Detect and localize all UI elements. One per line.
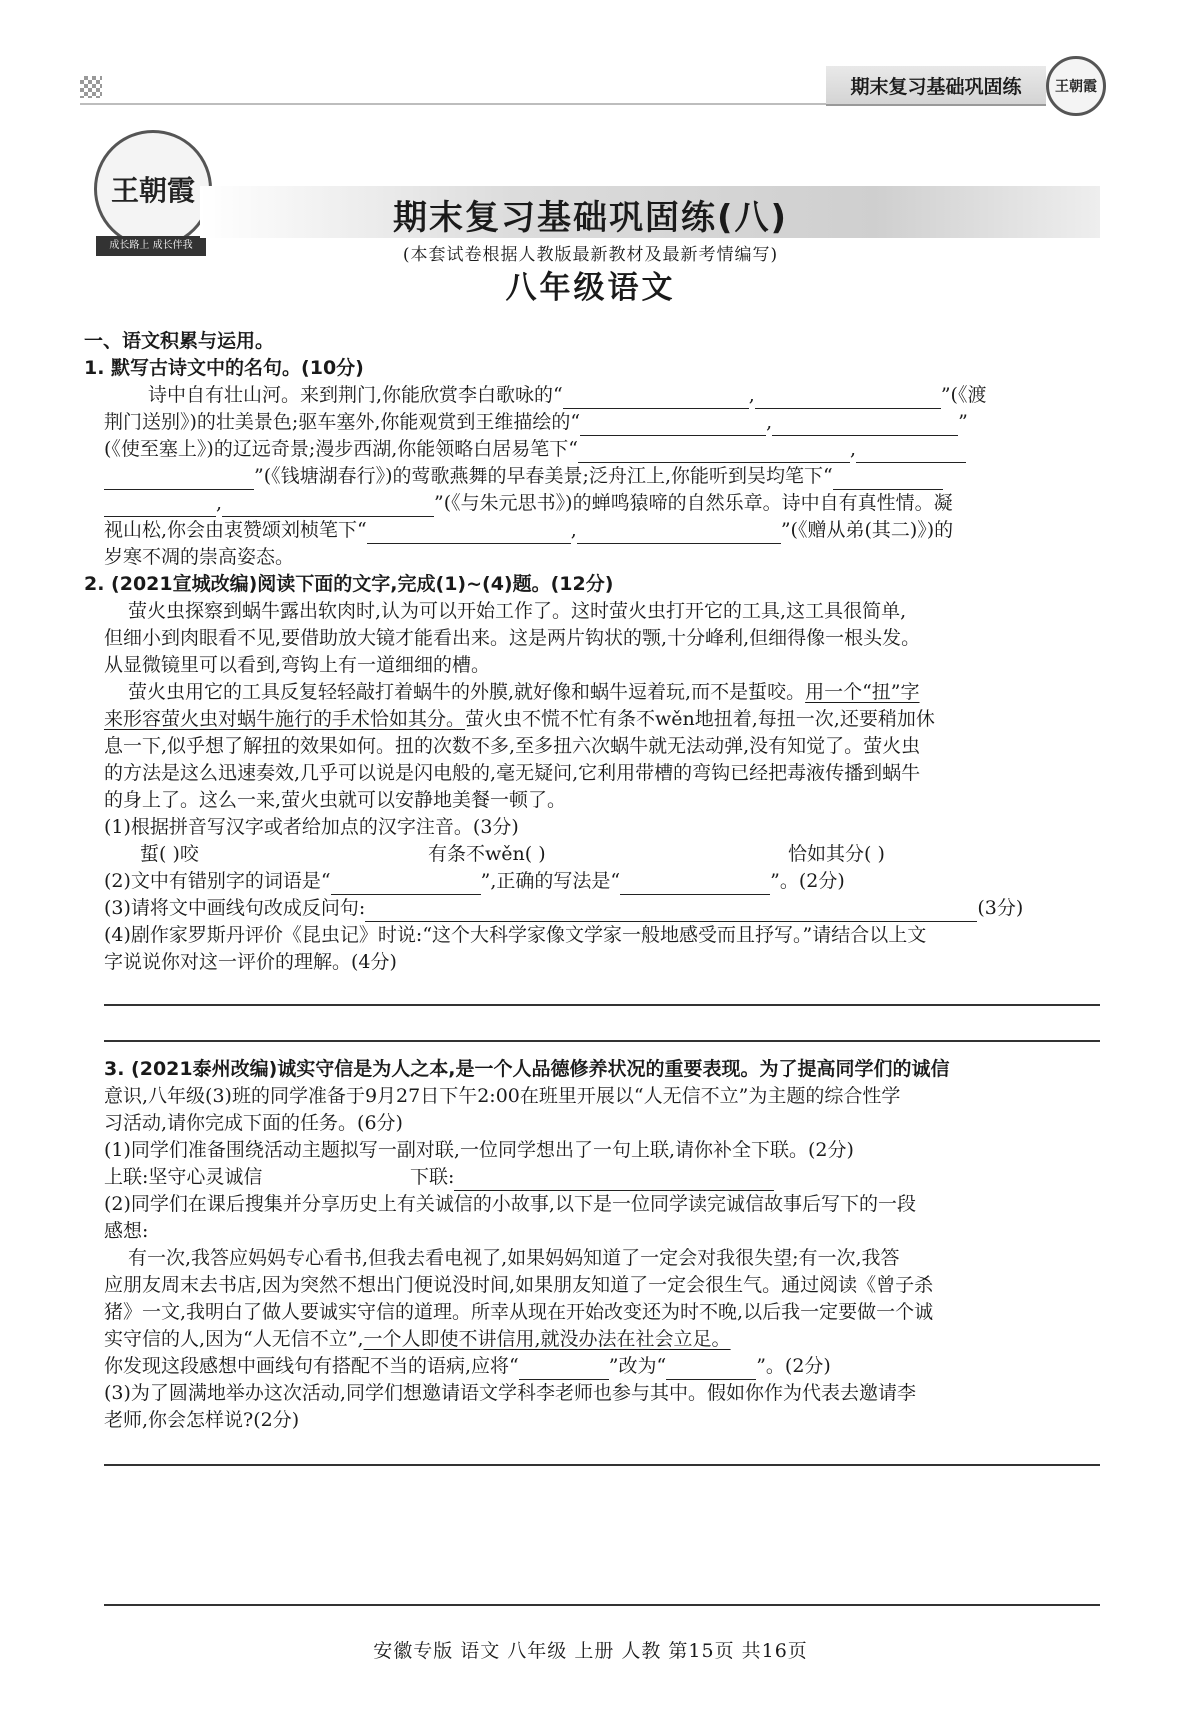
q1-line: , ”(《与朱元思书》)的蝉鸣猿啼的自然乐章。诗中自有真性情。凝 bbox=[104, 490, 953, 517]
running-title: 期末复习基础巩固练 bbox=[826, 66, 1046, 106]
q3-sub1: (1)同学们准备围绕活动主题拟写一副对联,一位同学想出了一句上联,请你补全下联。(2分) bbox=[104, 1139, 854, 1161]
q2-sub3: (3)请将文中画线句改成反问句: (3分) bbox=[104, 895, 1023, 922]
page-subtitle: (本套试卷根据人教版最新教材及最新考情编写) bbox=[402, 245, 779, 265]
passage-line: 实守信的人,因为“人无信不立”,一个人即使不讲信用,就没办法在社会立足。 bbox=[104, 1328, 731, 1350]
q3-heading: 意识,八年级(3)班的同学准备于9月27日下午2:00在班里开展以“人无信不立”为主题的综合性学 bbox=[104, 1085, 901, 1107]
passage-line: 从显微镜里可以看到,弯钩上有一道细细的槽。 bbox=[104, 654, 491, 676]
brand-name-large: 王朝霞 bbox=[110, 174, 195, 207]
q1-line: ”(《钱塘湖春行》)的莺歌燕舞的早春美景;泛舟江上,你能听到吴均笔下“ bbox=[104, 463, 943, 490]
page-title: 期末复习基础巩固练(八) bbox=[392, 198, 789, 238]
q1-line: 岁寒不凋的崇高姿态。 bbox=[104, 546, 295, 568]
q1-line: 诗中自有壮山河。来到荆门,你能欣赏李白歌咏的“ , ”(《渡 bbox=[148, 382, 986, 409]
slogan: 成长路上 成长伴我 bbox=[96, 236, 206, 256]
passage-line: 的身上了。这么一来,萤火虫就可以安静地美餐一顿了。 bbox=[104, 789, 567, 811]
couplet-upper: 上联:坚守心灵诚信 bbox=[104, 1166, 263, 1188]
section-heading: 一、语文积累与运用。 bbox=[84, 330, 275, 352]
q3-sub2: 感想: bbox=[104, 1220, 149, 1242]
answer-line[interactable] bbox=[104, 1004, 1100, 1006]
q3-sub2: (2)同学们在课后搜集并分享历史上有关诚信的小故事,以下是一位同学读完诚信故事后写下的一段 bbox=[104, 1193, 916, 1215]
passage-line: 但细小到肉眼看不见,要借助放大镜才能看出来。这是两片钩状的颚,十分峰利,但细得像一根头发。 bbox=[104, 627, 921, 649]
q1-heading: 1. 默写古诗文中的名句。(10分) bbox=[84, 357, 364, 379]
answer-line[interactable] bbox=[104, 1464, 1100, 1466]
page-footer: 安徽专版 语文 八年级 上册 人教 第15页 共16页 bbox=[373, 1640, 808, 1662]
passage-line: 萤火虫探察到蜗牛露出软肉时,认为可以开始工作了。这时萤火虫打开它的工具,这工具很简单, bbox=[128, 600, 907, 622]
q3-sub3: 老师,你会怎样说?(2分) bbox=[104, 1409, 300, 1431]
passage-line: 来形容萤火虫对蜗牛施行的手术恰如其分。萤火虫不慌不忙有条不wěn地扭着,每扭一次,还要稍加休 bbox=[104, 708, 935, 730]
passage-line: 的方法是这么迅速奏效,几乎可以说是闪电般的,毫无疑问,它利用带槽的弯钩已经把毒液传播到蜗牛 bbox=[104, 762, 921, 784]
passage-line: 猪》一文,我明白了做人要诚实守信的道理。所幸从现在开始改变还为时不晚,以后我一定要做一个诚 bbox=[104, 1301, 934, 1323]
q2-sub1: (1)根据拼音写汉字或者给加点的汉字注音。(3分) bbox=[104, 816, 519, 838]
answer-line[interactable] bbox=[104, 1040, 1100, 1042]
q2-sub4: (4)剧作家罗斯丹评价《昆虫记》时说:“这个大科学家像文学家一般地感受而且抒写。”请结合以上文 bbox=[104, 924, 927, 946]
q3-sub2-question: 你发现这段感想中画线句有搭配不当的语病,应将“ ”改为“ ”。(2分) bbox=[104, 1353, 831, 1380]
brand-logo-small bbox=[1046, 56, 1106, 116]
q3-heading: 3. (2021泰州改编)诚实守信是为人之本,是一个人品德修养状况的重要表现。为了提高同学们的诚信 bbox=[104, 1058, 950, 1080]
couplet-lower: 下联: bbox=[410, 1164, 774, 1191]
passage-line: 息一下,似乎想了解扭的效果如何。扭的次数不多,至多扭六次蜗牛就无法动弹,没有知觉了。萤火虫 bbox=[104, 735, 921, 757]
q2-item-b: 有条不wěn( ) bbox=[428, 843, 546, 865]
passage-line: 有一次,我答应妈妈专心看书,但我去看电视了,如果妈妈知道了一定会对我很失望;有一次,我答 bbox=[128, 1247, 900, 1269]
q1-line: 荆门送别》)的壮美景色;驱车塞外,你能观赏到王维描绘的“ , ” bbox=[104, 409, 968, 436]
q2-item-c: 恰如其分( ) bbox=[788, 843, 885, 865]
subject-title: 八年级语文 bbox=[505, 270, 676, 306]
q2-item-a: 蜇( )咬 bbox=[140, 843, 199, 865]
answer-line[interactable] bbox=[104, 1604, 1100, 1606]
header-dots bbox=[80, 76, 102, 98]
brand-name: 王朝霞 bbox=[1055, 79, 1097, 95]
q2-sub2: (2)文中有错别字的词语是“ ”,正确的写法是“ ”。(2分) bbox=[104, 868, 845, 895]
passage-line: 萤火虫用它的工具反复轻轻敲打着蜗牛的外膜,就好像和蜗牛逗着玩,而不是蜇咬。用一个“扭”字 bbox=[128, 681, 920, 703]
q1-line: 视山松,你会由衷赞颂刘桢笔下“ , ”(《赠从弟(其二)》)的 bbox=[104, 517, 953, 544]
q2-heading: 2. (2021宣城改编)阅读下面的文字,完成(1)~(4)题。(12分) bbox=[84, 573, 614, 595]
passage-line: 应朋友周末去书店,因为突然不想出门便说没时间,如果朋友知道了一定会很生气。通过阅读《曾子杀 bbox=[104, 1274, 934, 1296]
q3-heading: 习活动,请你完成下面的任务。(6分) bbox=[104, 1112, 403, 1134]
q3-sub3: (3)为了圆满地举办这次活动,同学们想邀请语文学科李老师也参与其中。假如你作为代表去邀请李 bbox=[104, 1382, 916, 1404]
q1-line: (《使至塞上》)的辽远奇景;漫步西湖,你能领略白居易笔下“ , bbox=[104, 436, 966, 463]
q2-sub4: 字说说你对这一评价的理解。(4分) bbox=[104, 951, 397, 973]
